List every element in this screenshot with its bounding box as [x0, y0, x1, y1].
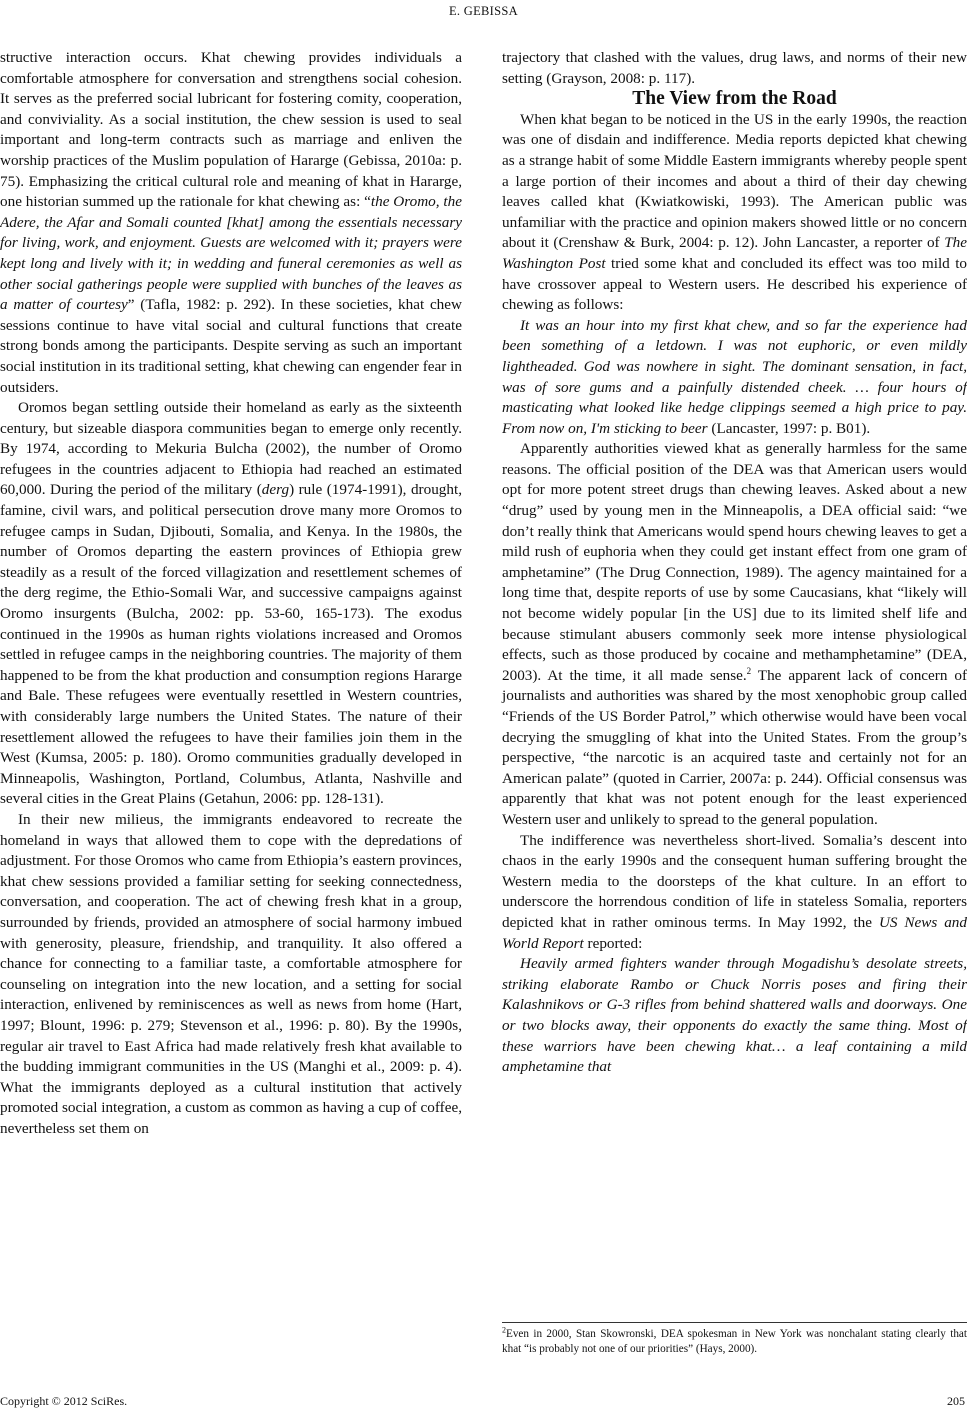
footnote: [502, 1327, 967, 1357]
paragraph: [502, 110, 967, 316]
paragraph-text: trajectory that clashed with the values, drug laws, and norms of their new setting (Grayson, 2008: p. 117).: [502, 49, 967, 87]
italic-term: derg: [261, 481, 290, 499]
quoted-text: It was an hour into my first khat chew, and so far the experience had been something of a letdown. I was not euphoric, or even mildly lightheaded. God was nowhere in sight. The dominant sensation, in fact, was of sore gums and a painfully distended cheek. … four hours of masticating what looked like hedge clippings seemed a high price to pay. From now on, I'm sticking to beer: [502, 316, 967, 437]
page-number: 205: [947, 1394, 965, 1408]
running-head: E. GEBISSA: [449, 4, 518, 18]
quoted-text: Heavily armed fighters wander through Mogadishu’s desolate streets, striking elaborate Rambo or Chuck Norris poses and firing their Kalashnikovs or G-3 rifles from behind shattered walls and doorways. One or two blocks away, their opponents do exactly the same thing. Most of these warriors have been chewing khat… a leaf containing a mild amphetamine that: [502, 955, 967, 1076]
right-column: [502, 48, 967, 1078]
paragraph-text: ” (Tafla, 1982: p. 292). In these societies, khat chew sessions continue to have vital social and cultural functions that create strong bonds among the participants. Despite serving as such an important social institution in its traditional setting, khat chewing can engender fear in outsiders.: [0, 296, 462, 396]
copyright-notice: Copyright © 2012 SciRes.: [0, 1394, 128, 1408]
paragraph-text: ) rule (1974-1991), drought, famine, civil wars, and political persecution drove many more Oromos to refugee camps in Sudan, Djibouti, Somalia, and Kenya. In the 1980s, the number of Oromos departing the eastern provinces of Ethiopia grew steadily as a result of the forced villagization and resettlement schemes of the derg regime, the Ethio-Somali War, and successive campaigns against Oromo insurgents (Bulcha, 2002: pp. 53-60, 165-173). The exodus continued in the 1990s as human rights violations increased and Oromos settled in refugee camps in the neighboring countries. The majority of them happened to be from the khat production and consumption regions Hararge and Bale. These refugees were eventually resettled in Western countries, with considerably large numbers the United States. The nature of their resettlement allowed the refugees to have their families join them in the West (Kumsa, 2005: p. 180). Oromo communities gradually developed in Minneapolis, Washington, Portland, Columbus, Atlanta, Nashville and several cities in the Great Plains (Getahun, 2006: pp. 128-131).: [0, 481, 462, 808]
paragraph-text: The indifference was nevertheless short-lived. Somalia’s descent into chaos in the early 1990s and the consequent human suffering brought the Western media to the doorsteps of the khat culture. In an effort to underscore the horrendous condition of life in stateless Somalia, reporters depicted khat in rather ominous terms. In May 1992, the: [502, 831, 967, 931]
paragraph-text: When khat began to be noticed in the US in the early 1990s, the reaction was one of disdain and indifference. Media reports depicted khat chewing as a strange habit of some Middle Eastern immigrants whereby people spent a large portion of their incomes and about a third of their day chewing leaves called khat (Kwiatkowiski, 1993). The American public was unfamiliar with the practice and opinion makers showed little or no concern about it (Crenshaw & Burk, 2004: p. 12). John Lancaster, a reporter of: [502, 110, 967, 252]
section-heading: The View from the Road: [632, 88, 837, 110]
paragraph-text: reported:: [583, 934, 643, 952]
paragraph: [0, 810, 462, 1140]
paragraph: [0, 48, 462, 398]
paragraph-text: structive interaction occurs. Khat chewing provides individuals a comfortable atmosphere for conversation and strengthens social cohesion. It serves as the preferred social lubricant for fostering comity, cooperation, and conviviality. As a social institution, the chew session is used to seal important and long-term contracts such as marriage and enliven the worship practices of the Muslim population of Hararge (Gebissa, 2010a: p. 75). Emphasizing the critical cultural role and meaning of khat in Hararge, one historian summed up the rationale for khat chewing as: “: [0, 49, 462, 211]
paragraph: [502, 439, 967, 830]
block-quote: [502, 316, 967, 440]
footnote-divider: [502, 1322, 967, 1323]
paragraph: [0, 398, 462, 810]
paragraph-text: Oromos began settling outside their homeland as early as the sixteenth century, but sizeable diaspora communities began to emerge only recently. By 1974, according to Mekuria Bulcha (2002), the number of Oromo refugees in the countries adjacent to Ethiopia had reached an estimated 60,000. During the period of the military (: [0, 399, 462, 499]
footnote-marker: 2: [746, 665, 752, 676]
paragraph: [502, 48, 967, 89]
footnote-text: Even in 2000, Stan Skowronski, DEA spokesman in New York was nonchalant stating clearly that khat “is probably not one of our priorities” (Hays, 2000).: [502, 1328, 967, 1355]
block-quote: [502, 954, 967, 1078]
citation: (Lancaster, 1997: p. B01).: [707, 419, 871, 437]
quoted-text: the Oromo, the Adere, the Afar and Somali counted [khat] among the essentials necessary for living, work, and enjoyment. Guests are welcomed with it; prayers were kept long and lively with it; in wedding and funeral ceremonies as well as other social gatherings people were supplied with bunches of the leaves as a matter of courtesy: [0, 193, 462, 314]
italic-title: US News and World Report: [502, 913, 967, 952]
footnote-marker: 2: [502, 1325, 506, 1335]
left-column: [0, 48, 462, 1139]
paragraph-text: Apparently authorities viewed khat as generally harmless for the same reasons. The official position of the DEA was that American users would opt for more potent street drugs than chewing leaves. Asked about a new “drug” used by young men in the Minneapolis, a DEA official said: “we don’t really think that Americans would spend hours chewing leaves to get a mild rush of euphoria when they could get instant effect from one gram of amphetamine” (The Drug Connection, 1989). The agency maintained for a long time that, despite reports of use by some Caucasians, khat “likely will not become widely popular [in the US] due to its limited shelf life and because stimulant abusers commonly seek more intense physiological effects, such as those produced by cocaine and methamphetamine” (DEA, 2003). At the time, it all made sense.: [502, 440, 967, 684]
paragraph-text: In their new milieus, the immigrants endeavored to recreate the homeland in ways that allowed them to cope with the depredations of adjustment. For those Oromos who came from Ethiopia’s eastern provinces, khat chew sessions provided a familiar setting for seeking connectedness, conversation, and cooperation. The act of chewing fresh khat in a group, surrounded by friends, provided an atmosphere of social harmony imbued with generosity, pleasure, friendship, and tranquility. It also offered a chance for connecting to a familiar taste, a comfortable atmosphere for counseling on integration into the new location, and a setting for social interaction, enlivened by reminiscences as well as news from home (Hart, 1997; Blount, 1996: p. 279; Stevenson et al., 1996: p. 80). By the 1990s, regular air travel to East Africa had made relatively fresh khat available to the budding immigrant communities in the US (Manghi et al., 2009: p. 4). What the immigrants deployed as a cultural institution that actively promoted social integration, a custom as common as having a cup of coffee, nevertheless set them on: [0, 810, 462, 1137]
italic-title: The Washington Post: [502, 234, 967, 272]
paragraph: [502, 831, 967, 955]
paragraph-text: The apparent lack of concern of journalists and authorities was shared by the most xenophobic group called “Friends of the US Border Patrol,” which otherwise would have been vocal decrying the smuggling of khat into the United States. From the group’s perspective, “the narcotic is an acquired taste and certainly not for an American palate” (quoted in Carrier, 2007a: p. 244). Official consensus was apparently that khat was not potent enough for the least experienced Western user and unlikely to spread to the general population.: [502, 666, 967, 828]
paragraph-text: tried some khat and concluded its effect was too mild to have crossover appeal to Western users. He described his experience of chewing as follows:: [502, 254, 967, 314]
